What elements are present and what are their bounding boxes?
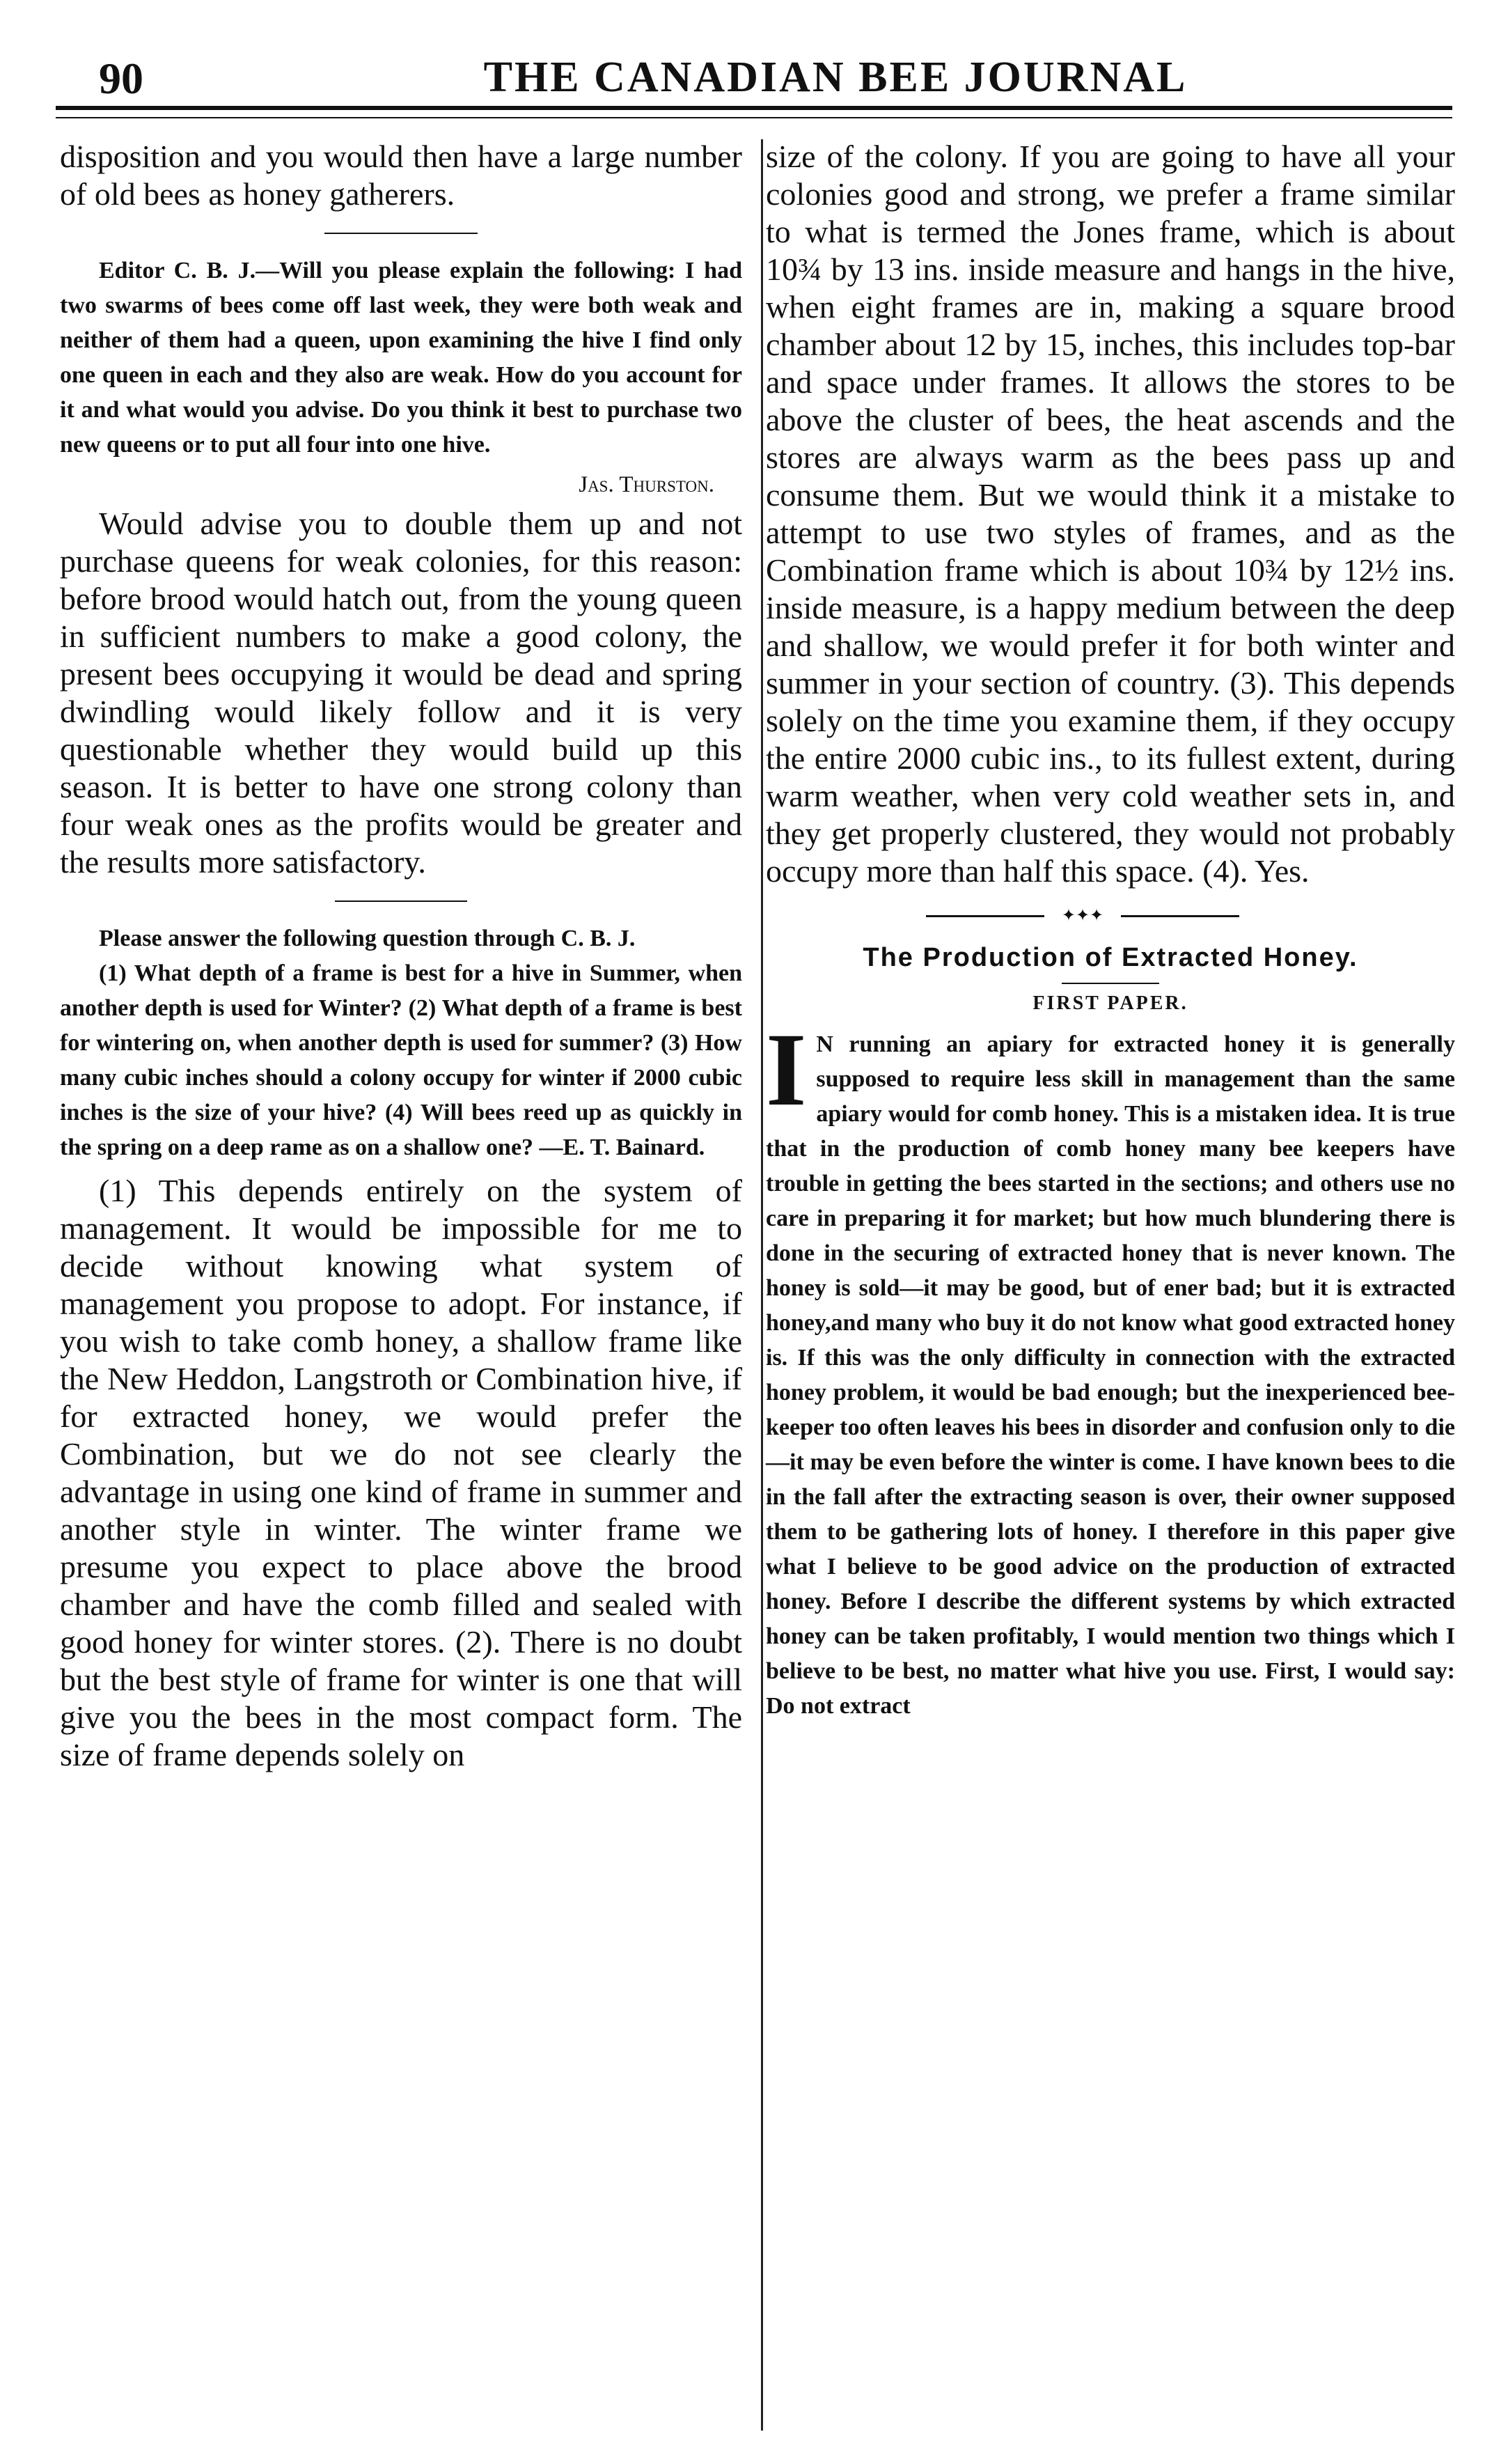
article-body [766, 1012, 1455, 1724]
letter-signature: Jas. Thurston. [579, 472, 714, 497]
divider-short [335, 900, 467, 902]
page-number: 90 [99, 54, 143, 103]
editor-answer-2: (1) This depends entirely on the system of management. It would be impossible for me to decide without knowing what system of management you propose to adopt. For instance, if you wish to take comb honey, a shallow frame like the New Heddon, Langstroth or Combination hive, if for extracted honey, we would prefer the Combination, but we do not see clearly the advantage in using one kind of frame in summer and another style in winter. The winter frame we presume you expect to place above the brood chamber and have the comb filled and sealed with good honey for winter stores. (2). There is no doubt but the best style of frame for winter is one that will give you the bees in the most compact form. The size of frame depends solely on [60, 1173, 742, 1772]
header-rule-thin [56, 117, 1452, 118]
column-divider [761, 139, 763, 2431]
continued-answer: size of the colony. If you are going to have all your colonies good and strong, we prefer a frame similar to what is termed the Jones frame, which is about 10¾ by 13 ins. inside measure and hangs in the hive, when eight frames are in, making a square brood chamber about 12 by 15, inches, this includes top-bar and space under frames. It allows the stores to be above the cluster of bees, the heat ascends and the stores are always warm as the bees pass up and consume them. But we would think it a mistake to attempt to use two styles of frames, and as the Combination frame which is about 10¾ by 12½ ins. inside measure, is a happy medium between the deep and shallow, we would prefer it for both winter and summer in your section of country. (3). This depends solely on the time you examine them, if they occupy the entire 2000 cubic ins., to its fullest extent, during warm weather, when very cold weather sets in, and they get properly clustered, they would not probably occupy more than half this space. (4). Yes. [766, 139, 1455, 889]
article-text: N running an apiary for extracted honey it is generally supposed to require less skill in management than the same apiary would for comb honey. This is a mistaken idea. It is true that in the production of comb honey many bee keepers have trouble in getting the bees started in the sections; and others use no care in preparing it for market; but how much blundering there is done in the securing of extracted honey that is never known. The honey is sold—it may be good, but of ener bad; but it is extracted honey,and many who buy it do not know what good extracted honey is. If this was the only difficulty in connection with the extracted honey problem, it would be bad enough; but the inexperienced bee-keeper too often leaves his bees in disorder and confusion only to die—it may be even before the winter is come. I have known bees to die in the fall after the extracting season is over, their owner supposed them to be gathering lots of honey. I therefore in this paper give what I believe to be good advice on the production of extracted honey. Before I describe the different systems by which extracted honey can be taken profitably, I would mention two things which I believe to be best, no matter what hive you use. First, I would say: Do not extract [766, 1031, 1455, 1719]
divider-short [1062, 983, 1159, 984]
page-header [56, 49, 1452, 111]
continued-paragraph: disposition and you would then have a large number of old bees as honey gatherers. [60, 139, 742, 212]
ornament-icon: ✦✦✦ [1044, 905, 1121, 925]
section-subtitle: FIRST PAPER. [1032, 992, 1188, 1014]
ornamental-divider [766, 905, 1455, 926]
editor-answer-1: Would advise you to double them up and not purchase queens for weak colonies, for this reason: before brood would hatch out, from the young queen in sufficient numbers to make a good colony, the present bees occupying it would be dead and spring dwindling would likely follow and it is very questionable whether they would build up this season. It is better to have one strong colony than four weak ones as the profits would be greater and the results more satisfactory. [60, 506, 742, 880]
right-column [766, 138, 1455, 1724]
drop-cap: I [766, 1012, 807, 1128]
reader-question-intro: Please answer the following question through C. B. J. [99, 926, 636, 951]
divider-short [324, 233, 478, 234]
journal-title: THE CANADIAN BEE JOURNAL [483, 54, 1188, 101]
header-rule [56, 106, 1452, 110]
reader-letter-bainard: (1) What depth of a frame is best for a hive in Summer, when another depth is used for Winter? (2) What depth of a frame is best for wintering on, when another depth is used for summer? (3) How many cubic inches should a colony occupy for winter if 2000 cubic inches is the size of your hive? (4) Will bees reed up as quickly in the spring on a deep rame as on a shallow one? —E. T. Bainard. [60, 960, 742, 1160]
reader-letter-thurston: Editor C. B. J.—Will you please explain the following: I had two swarms of bees come off last week, they were both weak and neither of them had a queen, upon examining the hive I find only one queen in each and they also are weak. How do you account for it and what would you advise. Do you think it best to purchase two new queens or to put all four into one hive. [60, 258, 742, 458]
section-title: The Production of Extracted Honey. [863, 943, 1358, 972]
left-column [60, 138, 742, 1774]
